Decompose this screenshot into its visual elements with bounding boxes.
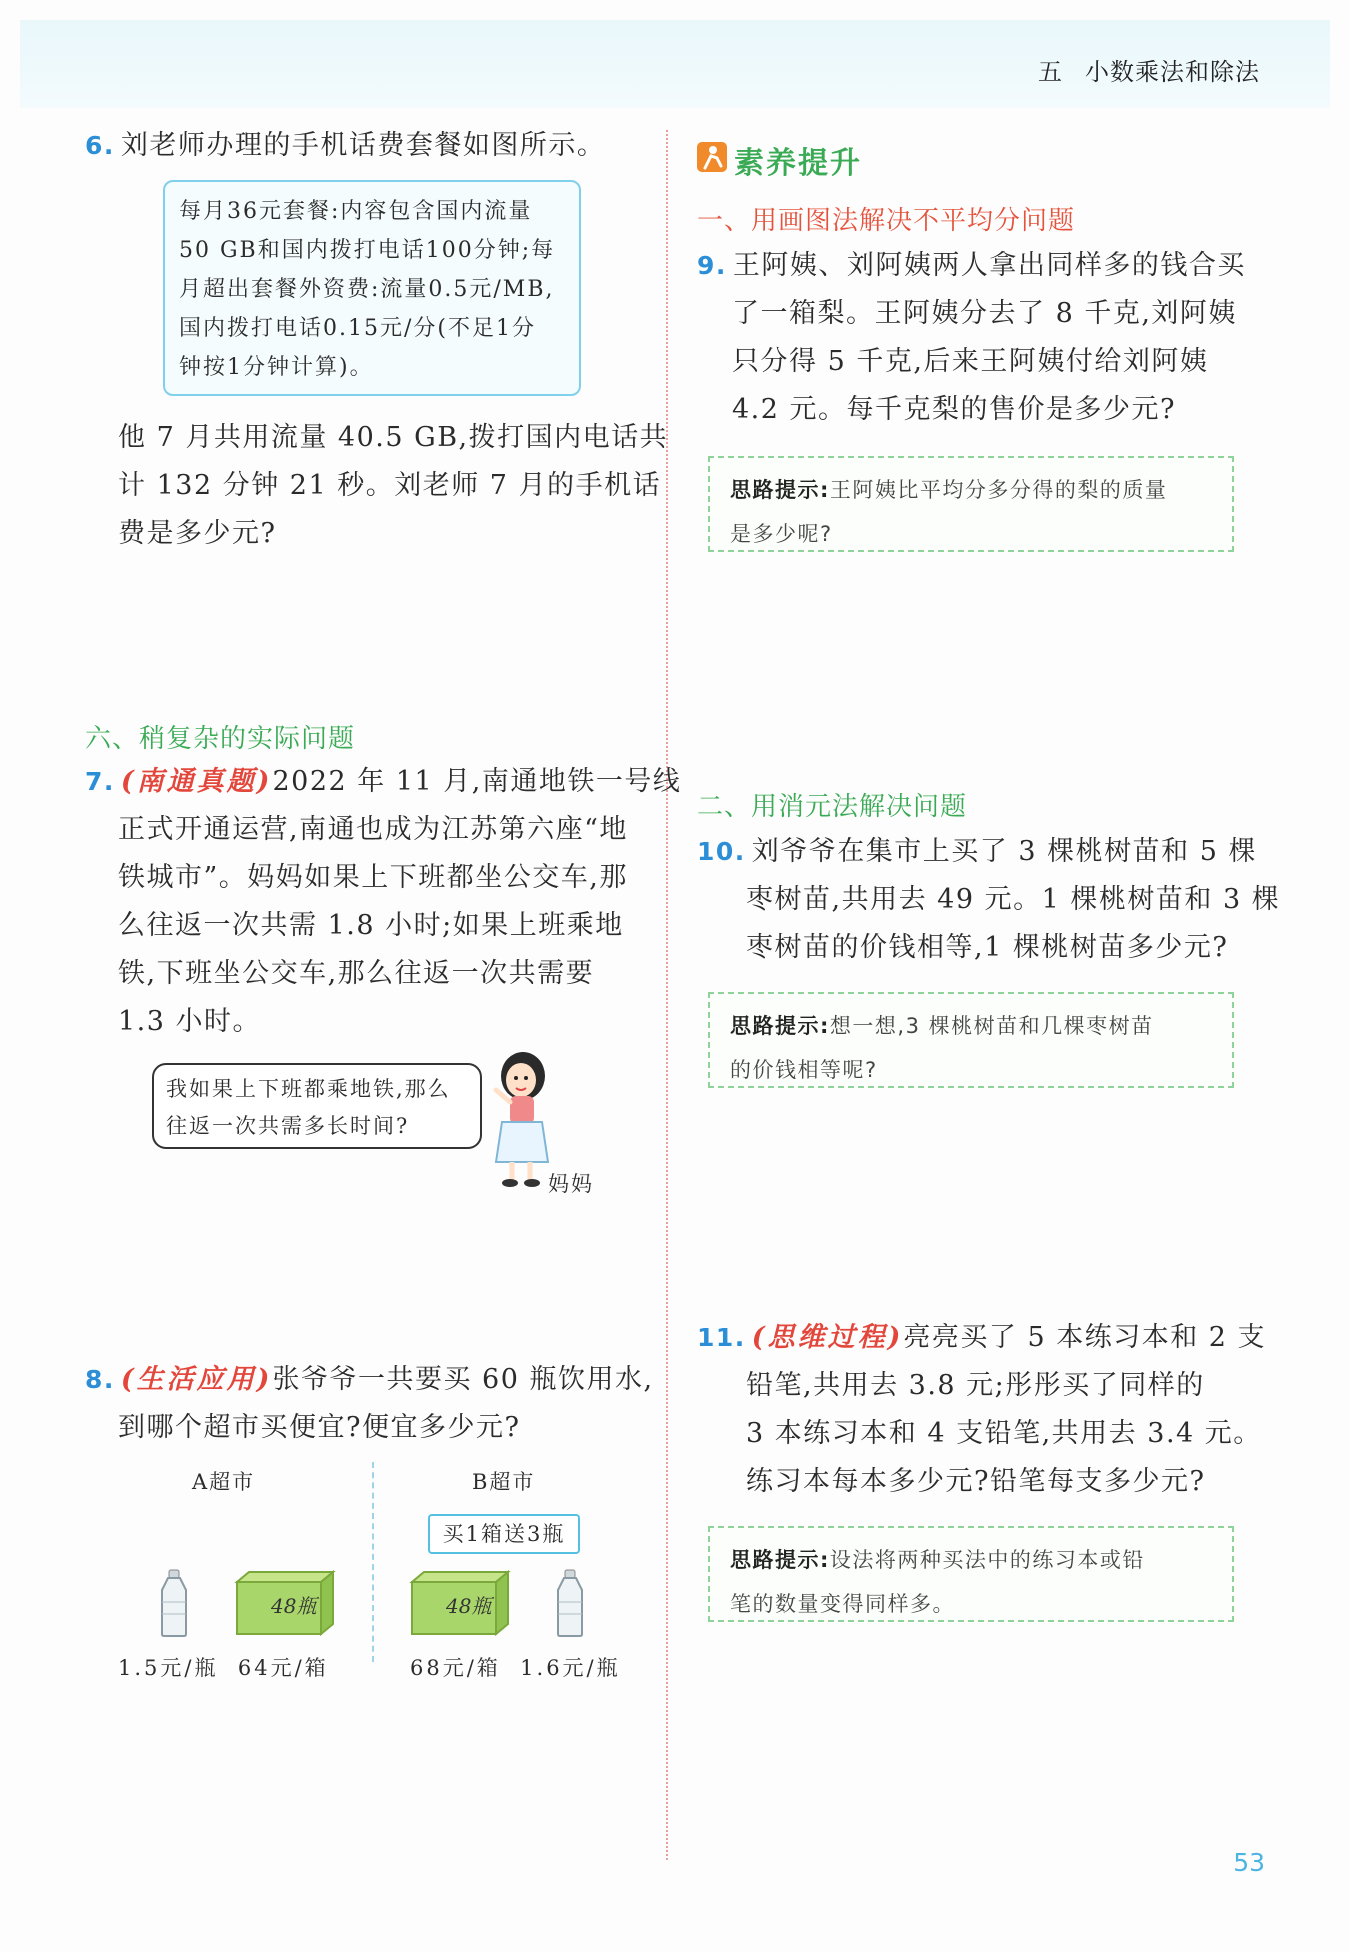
bottle-price-b: 1.6元/瓶 xyxy=(520,1656,621,1680)
hint-label: 思路提示: xyxy=(730,478,830,502)
section-six-title: 六、稍复杂的实际问题 xyxy=(85,724,356,754)
water-box-b xyxy=(408,1568,512,1636)
q11-first-line xyxy=(697,1314,1266,1362)
q7-first-line xyxy=(85,758,681,806)
speech-line: 往返一次共需多长时间? xyxy=(166,1114,410,1138)
market-b-prices xyxy=(410,1652,621,1682)
literacy-title: 素养提升 xyxy=(734,146,862,181)
q10-hint xyxy=(708,992,1234,1088)
q6-body xyxy=(118,414,668,558)
q9-line: 了一箱梨。王阿姨分去了 8 千克,刘阿姨 xyxy=(732,298,1237,329)
literacy-icon xyxy=(697,142,727,172)
plan-line: 钟按1分钟计算)。 xyxy=(179,355,374,380)
person-icon xyxy=(697,142,727,172)
q6-line: 计 132 分钟 21 秒。刘老师 7 月的手机话 xyxy=(118,470,662,501)
market-b-name: B超市 xyxy=(472,1470,536,1494)
plan-line: 50 GB和国内拨打电话100分钟;每 xyxy=(179,238,556,263)
box-price-a: 64元/箱 xyxy=(237,1656,329,1680)
q11-line: 3 本练习本和 4 支铅笔,共用去 3.4 元。 xyxy=(746,1418,1262,1449)
q6-text: 刘老师办理的手机话费套餐如图所示。 xyxy=(120,130,606,161)
speaker-label: 妈妈 xyxy=(548,1172,594,1196)
q7-number: 7. xyxy=(85,767,115,796)
q8-first-line xyxy=(85,1356,654,1404)
q11-text: 亮亮买了 5 本练习本和 2 支 xyxy=(903,1322,1267,1353)
q6-number: 6. xyxy=(85,131,115,160)
q9-hint xyxy=(708,456,1234,552)
market-a-name: A超市 xyxy=(192,1470,256,1494)
hint-label: 思路提示: xyxy=(730,1014,830,1038)
q8-second-line: 到哪个超市买便宜?便宜多少元? xyxy=(118,1412,521,1443)
promo-badge: 买1箱送3瓶 xyxy=(428,1514,580,1554)
q7-text: 2022 年 11 月,南通地铁一号线 xyxy=(272,766,682,797)
q9-line: 4.2 元。每千克梨的售价是多少元? xyxy=(732,394,1176,425)
q8-number: 8. xyxy=(85,1365,115,1394)
hint-text: 想一想,3 棵桃树苗和几棵枣树苗 xyxy=(829,1014,1154,1038)
q10-line: 枣树苗,共用去 49 元。1 棵桃树苗和 3 棵 xyxy=(746,884,1281,915)
q9-first-line xyxy=(697,242,1246,290)
q10-text: 刘爷爷在集市上买了 3 棵桃树苗和 5 棵 xyxy=(751,836,1257,867)
market-divider xyxy=(372,1462,374,1662)
box-price-b: 68元/箱 xyxy=(410,1656,501,1680)
q11-number: 11. xyxy=(697,1323,746,1352)
column-divider xyxy=(666,130,668,1860)
q11-body xyxy=(746,1362,1262,1506)
q7-line: 1.3 小时。 xyxy=(118,1006,262,1037)
plan-line: 国内拨打电话0.15元/分(不足1分 xyxy=(179,316,536,341)
speech-line: 我如果上下班都乘地铁,那么 xyxy=(166,1077,451,1101)
q7-line: 么往返一次共需 1.8 小时;如果上班乘地 xyxy=(118,910,624,941)
q7-line: 铁,下班坐公交车,那么往返一次共需要 xyxy=(118,958,595,989)
q7-line: 正式开通运营,南通也成为江苏第六座“地 xyxy=(118,814,628,845)
q10-number: 10. xyxy=(697,837,746,866)
q9-text: 王阿姨、刘阿姨两人拿出同样多的钱合买 xyxy=(732,250,1246,281)
chapter-header xyxy=(1038,52,1260,87)
q7-body xyxy=(118,806,628,1046)
q8-tag: (生活应用) xyxy=(120,1364,273,1395)
hint-text: 设法将两种买法中的练习本或铅 xyxy=(829,1548,1145,1572)
q8-text: 张爷爷一共要买 60 瓶饮用水, xyxy=(272,1364,654,1395)
q6-line: 他 7 月共用流量 40.5 GB,拨打国内电话共 xyxy=(118,422,669,453)
water-bottle-icon xyxy=(552,1568,588,1638)
q11-line: 练习本每本多少元?铅笔每支多少元? xyxy=(746,1466,1206,1497)
chapter-title: 小数乘法和除法 xyxy=(1085,58,1260,86)
chapter-number: 五 xyxy=(1038,58,1063,86)
section-b-title: 二、用消元法解决问题 xyxy=(697,792,968,822)
q6-intro xyxy=(85,122,605,170)
hint-label: 思路提示: xyxy=(730,1548,830,1572)
q9-body xyxy=(732,290,1237,434)
phone-plan-box xyxy=(163,180,581,396)
hint-text: 王阿姨比平均分多分得的梨的质量 xyxy=(829,478,1168,502)
q10-body xyxy=(746,876,1280,972)
water-bottle-icon xyxy=(156,1568,192,1638)
hint-text: 的价钱相等呢? xyxy=(730,1058,878,1082)
q9-line: 只分得 5 千克,后来王阿姨付给刘阿姨 xyxy=(732,346,1209,377)
hint-text: 是多少呢? xyxy=(730,522,833,546)
q11-tag: (思维过程) xyxy=(751,1322,904,1353)
q10-line: 枣树苗的价钱相等,1 棵桃树苗多少元? xyxy=(746,932,1229,963)
q11-line: 铅笔,共用去 3.8 元;彤彤买了同样的 xyxy=(746,1370,1205,1401)
q7-line: 铁城市”。妈妈如果上下班都坐公交车,那 xyxy=(118,862,628,893)
q7-tag: (南通真题) xyxy=(120,766,273,797)
q9-number: 9. xyxy=(697,251,727,280)
bottle-price-a: 1.5元/瓶 xyxy=(118,1656,219,1680)
hint-text: 笔的数量变得同样多。 xyxy=(730,1592,955,1616)
box-label: 48瓶 xyxy=(271,1594,317,1618)
plan-line: 每月36元套餐:内容包含国内流量 xyxy=(179,199,533,224)
page-number: 53 xyxy=(1233,1848,1265,1877)
plan-line: 月超出套餐外资费:流量0.5元/MB, xyxy=(179,277,555,302)
box-label: 48瓶 xyxy=(446,1594,492,1618)
market-a-prices xyxy=(118,1652,329,1682)
q11-hint xyxy=(708,1526,1234,1622)
q6-line: 费是多少元? xyxy=(118,518,277,549)
speech-bubble xyxy=(152,1063,482,1149)
q10-first-line xyxy=(697,828,1257,876)
water-box-a xyxy=(233,1568,337,1636)
section-a-title: 一、用画图法解决不平均分问题 xyxy=(697,206,1076,236)
